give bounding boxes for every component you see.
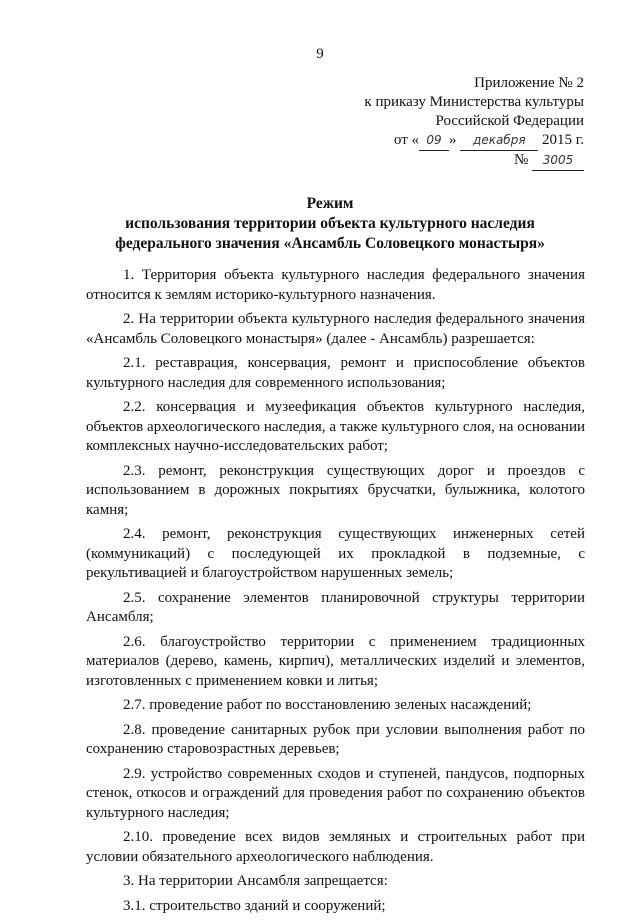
appendix-date xyxy=(254,131,584,151)
appendix-order-line: к приказу Министерства культуры xyxy=(364,94,584,110)
paragraph-2-5: 2.5. сохранение элементов планировочной структуры территории Ансамбля; xyxy=(86,589,585,625)
appendix-number xyxy=(254,151,584,171)
appendix-ministry-line: Российской Федерации xyxy=(435,113,584,129)
paragraph-2-3: 2.3. ремонт, реконструкция существующих дорог и проездов с использованием в дорожных покрытиях брусчатки, булыжника, колотого камня; xyxy=(86,462,585,518)
paragraph-2-9: 2.9. устройство современных сходов и ступеней, пандусов, подпорных стенок, откосов и ограждений для проведения работ по сохранению объектов культурного наследия; xyxy=(86,765,585,821)
paragraph-2-6: 2.6. благоустройство территории с применением традиционных материалов (дерево, камень, кирпич), металлических изделий и элементов, изготовленных с применением ковки и литья; xyxy=(86,633,585,689)
paragraph-2-8: 2.8. проведение санитарных рубок при условии выполнения работ по сохранению старовозрастных деревьев; xyxy=(86,721,585,757)
paragraph-1: 1. Территория объекта культурного наследия федерального значения относится к землям историко-культурного назначения. xyxy=(86,267,585,303)
paragraph-2-2: 2.2. консервация и музеефикация объектов культурного наследия, объектов археологического наследия, а также культурного слоя, на основании комплексных научно-исследовательских работ; xyxy=(86,399,585,454)
number-handwritten: 3005 xyxy=(532,151,584,171)
date-month-handwritten: декабря xyxy=(460,131,538,151)
paragraph-2-4: 2.4. ремонт, реконструкция существующих инженерных сетей (коммуникаций) с последующей их прокладкой в подземные, с рекультивацией и благоустройством нарушенных земель; xyxy=(86,526,585,581)
document-title xyxy=(80,194,580,254)
date-mid: » xyxy=(449,132,457,148)
paragraph-3: 3. На территории Ансамбля запрещается: xyxy=(123,873,388,889)
title-line-3: федерального значения «Ансамбль Соловецкого монастыря» xyxy=(115,235,545,252)
paragraph-2-10: 2.10. проведение всех видов земляных и строительных работ при условии обязательного археологического наблюдения. xyxy=(86,829,585,865)
paragraph-2: 2. На территории объекта культурного наследия федерального значения «Ансамбль Соловецкого монастыря» (далее - Ансамбль) разрешается: xyxy=(86,311,585,347)
appendix-title: Приложение № 2 xyxy=(474,75,584,91)
paragraph-3-1: 3.1. строительство зданий и сооружений; xyxy=(123,897,386,914)
paragraph-2-7: 2.7. проведение работ по восстановлению зеленых насаждений; xyxy=(123,697,532,713)
document-body xyxy=(86,266,585,921)
number-prefix: № xyxy=(513,152,529,168)
title-line-1: Режим xyxy=(306,195,354,212)
paragraph-2-1: 2.1. реставрация, консервация, ремонт и приспособление объектов культурного наследия для современного использования; xyxy=(86,355,585,391)
title-line-2: использования территории объекта культурного наследия xyxy=(125,215,535,232)
date-prefix: от « xyxy=(393,132,420,148)
appendix-header xyxy=(254,74,584,171)
page-number: 9 xyxy=(316,46,324,62)
date-day-handwritten: 09 xyxy=(419,131,449,151)
date-year: 2015 г. xyxy=(542,132,584,148)
